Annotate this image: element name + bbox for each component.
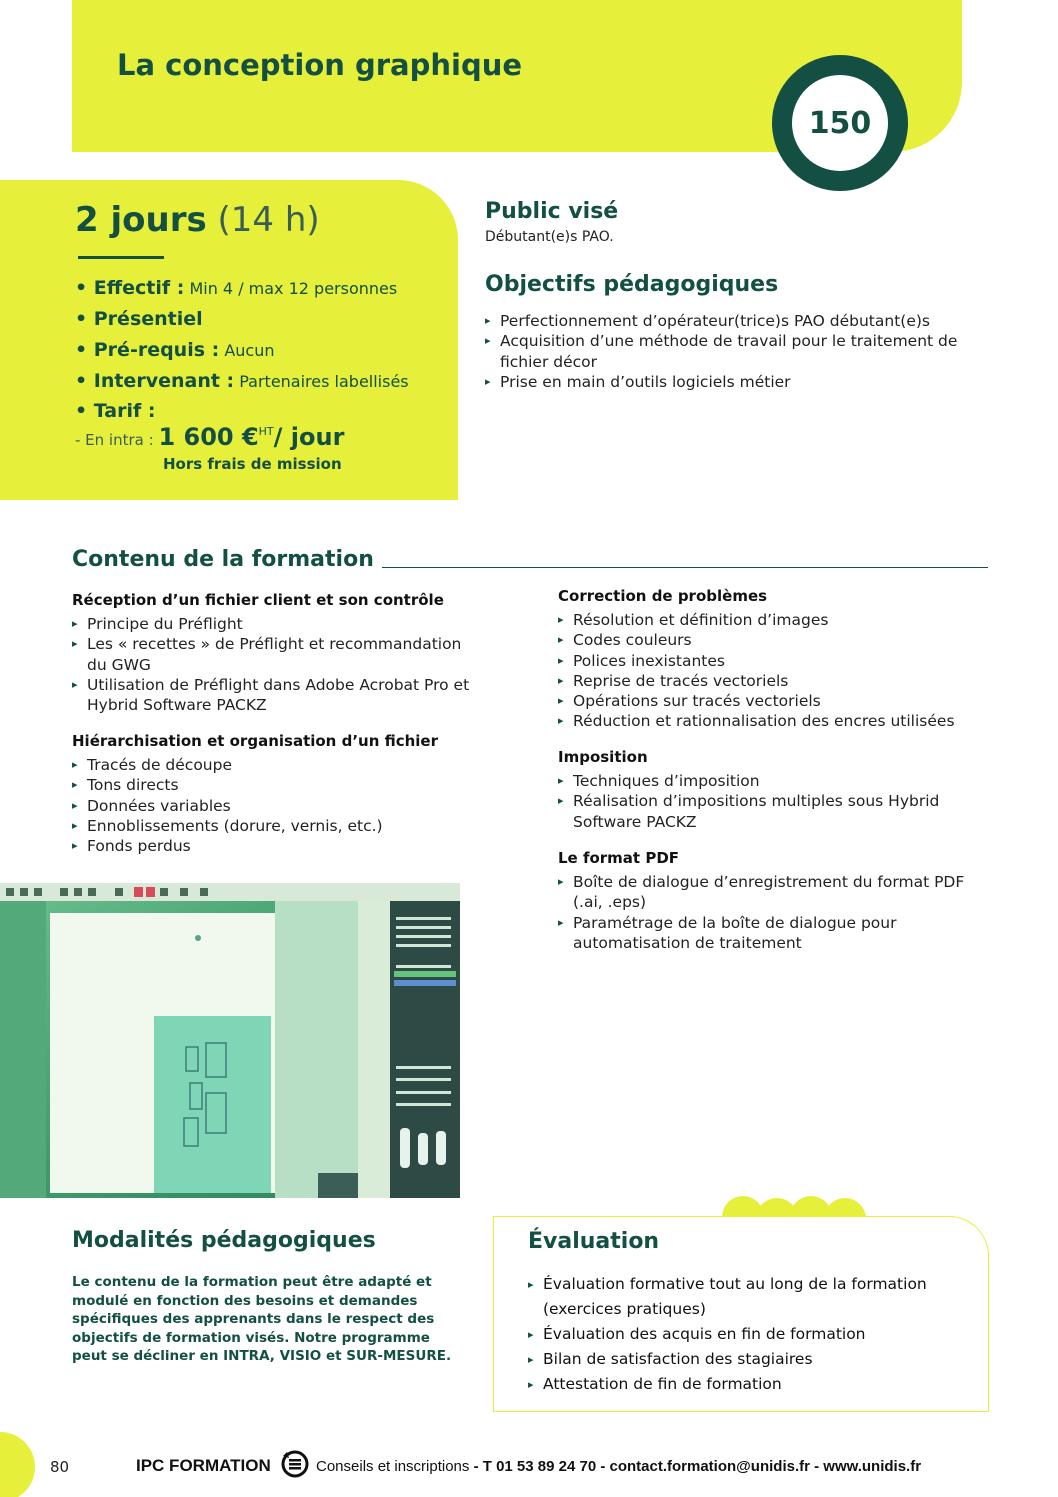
section-list: [72, 755, 482, 856]
info-presentiel: [75, 308, 203, 330]
list-item: ▸ Boîte de dialogue d’enregistrement du format PDF (.ai, .eps): [558, 872, 978, 913]
list-item: ▸ Les « recettes » de Préflight et recommandation du GWG: [72, 634, 482, 675]
intra-price-unit: / jour: [273, 423, 345, 451]
list-item: ▸ Codes couleurs: [558, 630, 993, 650]
section-title: Hiérarchisation et organisation d’un fichier: [72, 732, 438, 750]
list-item: ▸ Tons directs: [72, 775, 482, 795]
list-item: ▸ Réalisation d’impositions multiples sous Hybrid Software PACKZ: [558, 791, 958, 832]
info-value: Min 4 / max 12 personnes: [184, 279, 398, 298]
duration: [75, 200, 320, 240]
contenu-heading: Contenu de la formation: [72, 547, 374, 572]
evaluation-heading: Évaluation: [528, 1229, 660, 1254]
contenu-divider: [382, 567, 988, 568]
list-item: ▸ Paramétrage de la boîte de dialogue pour automatisation de traitement: [558, 913, 978, 954]
section-list: [558, 872, 978, 953]
tarif-intra: [75, 423, 344, 451]
footer-tab: [0, 1432, 35, 1497]
refresh-icon: [279, 1448, 311, 1480]
list-item: ▸ Principe du Préflight: [72, 614, 482, 634]
list-item: ▸ Tracés de découpe: [72, 755, 482, 775]
modalites-heading: Modalités pédagogiques: [72, 1228, 376, 1253]
contact-label: Conseils et inscriptions: [316, 1458, 470, 1475]
list-item: ▸ Ennoblissements (dorure, vernis, etc.): [72, 816, 482, 836]
info-value: Aucun: [219, 341, 275, 360]
duration-days: 2 jours: [75, 200, 207, 240]
evaluation-list: [528, 1272, 978, 1397]
modalites-text: Le contenu de la formation peut être adapté et modulé en fonction des besoins et demandes spécifiques des apprenants dans le respect des objectifs de formation visés. Notre programme peut se décliner en INTRA, VISIO et SUR-MESURE.: [72, 1274, 452, 1364]
screenshot-image: [0, 883, 460, 1198]
list-item: ▸ Acquisition d’une méthode de travail pour le traitement de fichier décor: [485, 331, 985, 372]
public-text: Débutant(e)s PAO.: [485, 229, 614, 245]
list-item: ▸ Attestation de fin de formation: [528, 1372, 978, 1397]
info-key: • Pré-requis :: [75, 339, 220, 361]
course-code-badge: [772, 55, 908, 191]
footer-brand: IPC FORMATION: [136, 1456, 271, 1475]
list-item: ▸ Reprise de tracés vectoriels: [558, 671, 993, 691]
intra-price: 1 600 €: [158, 423, 259, 451]
duration-hours: (14 h): [206, 200, 320, 240]
list-item: ▸ Polices inexistantes: [558, 651, 993, 671]
info-effectif: [75, 277, 397, 299]
list-item: ▸ Techniques d’imposition: [558, 771, 958, 791]
section-list: [558, 610, 993, 732]
list-item: ▸ Données variables: [72, 796, 482, 816]
section-title: Imposition: [558, 748, 648, 766]
info-prerequis: [75, 339, 275, 361]
section-list: [72, 614, 482, 715]
section-title: Correction de problèmes: [558, 587, 768, 605]
info-key: • Présentiel: [75, 308, 203, 330]
course-code: 150: [808, 105, 872, 141]
footer-contact: [316, 1458, 921, 1475]
duration-divider: [78, 256, 164, 259]
list-item: ▸ Perfectionnement d’opérateur(trice)s PAO débutant(e)s: [485, 311, 985, 331]
info-key: • Intervenant :: [75, 370, 235, 392]
list-item: ▸ Opérations sur tracés vectoriels: [558, 691, 993, 711]
software-screenshot: [0, 883, 460, 1198]
info-value: Partenaires labellisés: [234, 372, 409, 391]
page-title: La conception graphique: [117, 48, 523, 82]
list-item: ▸ Utilisation de Préflight dans Adobe Acrobat Pro et Hybrid Software PACKZ: [72, 675, 482, 716]
list-item: ▸ Prise en main d’outils logiciels métier: [485, 372, 985, 392]
objectives-heading: Objectifs pédagogiques: [485, 272, 779, 297]
section-list: [558, 771, 958, 832]
objectives-list: [485, 311, 985, 392]
info-tarif: [75, 400, 155, 422]
intra-label: - En intra :: [75, 431, 159, 449]
list-item: ▸ Évaluation formative tout au long de la formation (exercices pratiques): [528, 1272, 978, 1322]
section-title: Réception d’un fichier client et son contrôle: [72, 591, 444, 609]
info-key: • Tarif :: [75, 400, 156, 422]
list-item: ▸ Bilan de satisfaction des stagiaires: [528, 1347, 978, 1372]
page-number: 80: [50, 1458, 70, 1476]
list-item: ▸ Fonds perdus: [72, 836, 482, 856]
contact-details: - T 01 53 89 24 70 - contact.formation@unidis.fr - www.unidis.fr: [469, 1458, 922, 1475]
intra-price-ht: HT: [258, 425, 274, 438]
info-intervenant: [75, 370, 409, 392]
public-heading: Public visé: [485, 199, 619, 224]
list-item: ▸ Résolution et définition d’images: [558, 610, 993, 630]
section-title: Le format PDF: [558, 849, 680, 867]
list-item: ▸ Réduction et rationnalisation des encres utilisées: [558, 711, 993, 731]
tarif-note: Hors frais de mission: [163, 455, 342, 473]
info-key: • Effectif :: [75, 277, 185, 299]
list-item: ▸ Évaluation des acquis en fin de formation: [528, 1322, 978, 1347]
